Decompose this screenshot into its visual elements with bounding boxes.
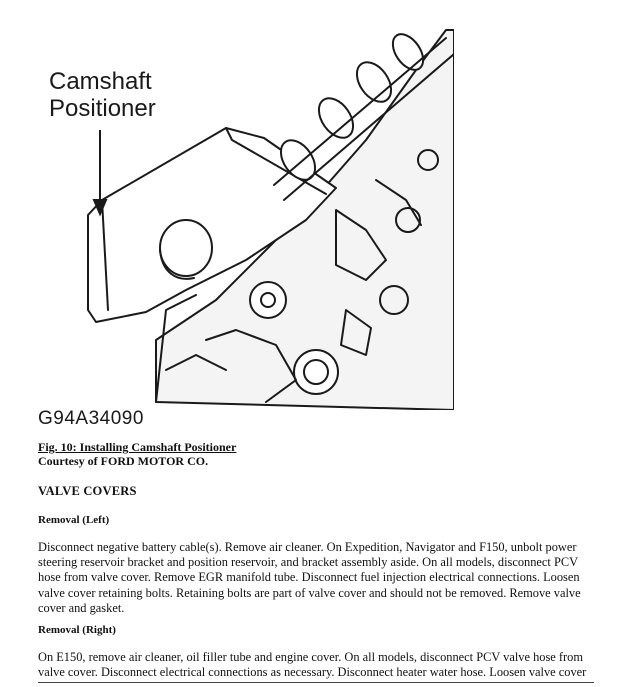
- caption-credit: Courtesy of FORD MOTOR CO.: [38, 454, 209, 468]
- paragraph-removal-left: Disconnect negative battery cable(s). Remove air cleaner. On Expedition, Navigator and F150, unbolt power steering reservoir bracket and position reservoir, and bracket assembly aside. On all models, disconnect PCV hose from valve cover. Remove EGR manifold tube. Disconnect fuel injection electrical connections. Loosen valve cover retaining bolts. Retaining bolts are part of valve cover and should not be removed. Remove valve cover and gasket.: [38, 540, 581, 615]
- figure-code: G94A34090: [38, 408, 144, 429]
- subheading-removal-left: Removal (Left): [38, 514, 110, 526]
- callout-line-2: Positioner: [49, 95, 156, 122]
- subheading-removal-right: Removal (Right): [38, 624, 116, 636]
- bottom-rule: [38, 682, 594, 683]
- figure-camshaft-positioner: [36, 10, 454, 440]
- figure-caption: [38, 440, 598, 468]
- callout-line-1: Camshaft: [49, 68, 152, 95]
- caption-title: Fig. 10: Installing Camshaft Positioner: [38, 440, 237, 454]
- section-heading: VALVE COVERS: [38, 484, 137, 498]
- callout-label: [49, 68, 156, 122]
- paragraph-removal-right: On E150, remove air cleaner, oil filler tube and engine cover. On all models, disconnect PCV valve hose from valve cover. Disconnect electrical connections as necessary. Disconnect heater water hose. Loosen valve cover: [38, 650, 587, 680]
